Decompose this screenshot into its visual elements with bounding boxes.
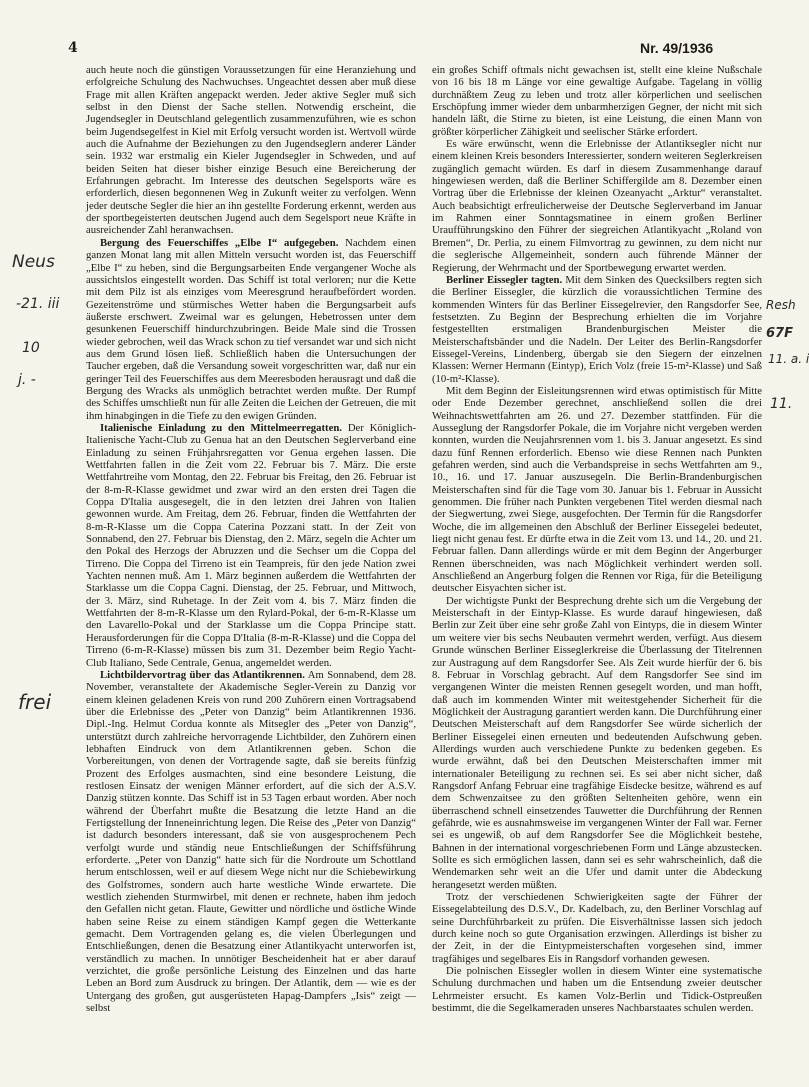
article-paragraph: Der wichtigste Punkt der Besprechung drehte sich um die Vergebung der Meisterschaft in der Eintyp-Klasse. Es wurde darauf hingewiesen, daß Berlin zur Zeit über eine sehr große Zahl von Eintyps, die in diesem Winter um weitere vier bis sechs Neubauten vermehrt werden, verfügt. Aus diesem Grunde wünschen Berliner Eisseglerkreise die Überlassung der Titelrennen zur Austragung auf dem Rangsdorfer See. Als Zeit wurde hierfür der 6. bis 8. Februar in Vorschlag gebracht. Auf dem Rangsdorfer See sind im vergangenen Winter die meisten Rennen gesegelt worden, und man hofft, daß auch im kommenden Winter mit weitestgehender Sicherheit für die Möglichkeit der Austragung garantiert werden kann. Die Durchführung einer Deutschen Meisterschaft auf dem Rangsdorfer See würde sicherlich der Berliner Eissegelei einen erneuten und bedeutenden Aufschwung geben. Allerdings wurden auch verschiedene Punkte zu bedenken gegeben. Es wurde erwähnt, daß bei den Deutschen Meisterschaften immer mit internationaler Beteiligung zu rechnen sei. Es sei aber nicht sicher, daß Rangsdorf Anfang Februar eine tragfähige Eisdecke besitze, während es auf dem Schwenzaitsee zu den größten Seltenheiten gehöre, wenn ein überraschend schnell einsetzendes Tauwetter die Durchführung der Rennen gefährde, wie es ausnahmsweise im vergangenen Winter der Fall war. Ferner sei es ungewiß, ob auf dem Rangsdorfer See die Möglichkeit bestehe, Bahnen in der international vorgeschriebenen Form und Länge abzustecken. Sollte es sich ermöglichen lassen, dann sei es sehr wahrscheinlich, daß die Wendemarken sehr weit an die Ufer und damit unter die Abdeckung herangesetzt werden müßten. bbox=[432, 594, 762, 891]
section-heading: Lichtbildervortrag über das Atlantikrennen. bbox=[100, 668, 305, 681]
article-paragraph: Mit dem Beginn der Eisleitungsrennen wird etwas optimistisch für Mitte oder Ende Dezember gerechnet, anschließend sollen die drei Weihnachtswettfahrten am 26. und 27. Dezember stattfinden. Für die Ausseglung der Rangsdorfer Pokale, die im Vorjahre nicht vergeben werden konnten, wurden die Neujahrsrennen vom 1. bis 3. Januar angesetzt. Es sind dazu fünf Rennen erforderlich. Ebenso wie diese Rennen nach Punkten gefahren werden, sind auch die Verbandspreise in sechs Wettfahrten am 9., 10., 16. und 17. Januar auszusegeln. Die Berlin-Brandenburgischen Meisterschaften sind für die Tage vom 30. Januar bis 1. Februar in Aussicht genommen. Die früher nach Punkten vergebenen Titel werden diesmal nach der Siegwertung, zwei Siege, ausgefochten. Der Termin für die Rangsdorfer Woche, die im allgemeinen den Abschluß der Berliner Eissegelei bedeutet, liegt nicht genau fest. Er dürfte etwa in die Zeit vom 13. und 14., 20. und 21. Februar fallen. Dann allerdings würde er mit dem Beginn der Angerburger Rennen überschneiden, was nach Möglichkeit verhindert werden soll. Anschließend an Angerburg folgen die Rennen vor Riga, für die Beteiligung deutscher Eisyachten sicher ist. bbox=[432, 384, 762, 595]
article-paragraph: Trotz der verschiedenen Schwierigkeiten sagte der Führer der Eissegelabteilung des D.S.V., Dr. Kadelbach, zu, den Berliner Vorschlag auf seine Durchführbarkeit zu prüfen. Die Eisverhältnisse lassen sich jedoch durch keine noch so gute Organisation erzwingen. Allerdings ist bisher zu der Zeit, in der die Eintypmeisterschaften vorgesehen sind, immer tragfähiges und segelbares Eis in Rangsdorf vorhanden gewesen. bbox=[432, 891, 762, 965]
issue-number: Nr. 49/1936 bbox=[640, 40, 714, 56]
article-section-eissegler bbox=[432, 274, 762, 385]
article-paragraph: Die polnischen Eissegler wollen in diesem Winter eine systematische Schulung durchmachen und haben um die Entsendung zweier deutscher Lehrmeister ersucht. Es kamen Volz-Berlin und Tidick-Ostpreußen bestimmt, die die Segelkameraden unseres Nachbarstaates schulen werden. bbox=[432, 965, 762, 1015]
handwritten-note: Resh bbox=[766, 298, 796, 312]
handwritten-note: 10 bbox=[22, 340, 40, 356]
article-paragraph: Es wäre erwünscht, wenn die Erlebnisse der Atlantiksegler nicht nur einem kleinen Kreis besonders Interessierter, sondern weiteren Seglerkreisen zugänglich gemacht würden. Es darf in diesem Zusammenhange darauf hingewiesen werden, daß die Berliner Schiffergilde am 8. Dezember einen Vortrag über die Erlebnisse der kleinen Ozeanyacht „Arktur“ veranstaltet. Auch beabsichtigt erfreulicherweise der Deutsche Seglerverband im Januar im Rahmen einer Sonntagsmatinee in einem großen Berliner Uraufführungskino den Führer der siegreichen Atlantikyacht „Roland von Bremen“, Dr. Perlia, zu einem Filmvortrag zu gewinnen, zu dem nicht nur die seglerische Allgemeinheit, sondern auch führende Männer der Regierung, der Wehrmacht und der Sportbewegung erwartet werden. bbox=[432, 138, 762, 274]
page-number: 4 bbox=[68, 40, 78, 56]
section-body: Der Königlich-Italienische Yacht-Club zu Genua hat an den Deutschen Seglerverband eine Einladung zu seinen Frühjahrsregatten vor Genua ergehen lassen. Die Wettfahrten fallen in die Zeit vom 22. Februar bis 7. März. Die erste Wettfahrtreihe vom Montag, den 22. Februar bis Freitag, den 26. Februar ist der 8-m-R-Klasse gewidmet und zwar wird an den ersten drei Tagen die Coppa D'Italia ausgesegelt, die in den letzten drei Jahren von Italien gewonnen wurde. Am Freitag, dem 26. Februar, finden die Wettfahrten der 8-m-R-Klasse um die Coppa Caterina Pozzani statt. In der Zeit von Sonnabend, den 27. Februar bis Dienstag, den 2. März, segeln die Achter um den Pokal des Herzogs der Abruzzen und die Sechser um die Coppa del Tirreno. Die Coppa del Tirreno ist ein Teampreis, für den jede Nation zwei Yachten nennen muß. Am 1. März beginnen außerdem die Wettfahrten der Starklasse um die Coppa Cagni. Dienstag, der 25. Februar, und Mittwoch, der 3. März, sind Ruhetage. In der Zeit vom 4. bis 7. März finden die Wettfahrten der 8-m-R-Klasse um den Rylard-Pokal, der 6-m-R-Klasse um den Lavarello-Pokal und der Starklasse um die Coppa Principe statt. Herausforderungen für die Coppa D'Italia (8-m-R-Klasse) und die Coppa del Tirreno (6-m-R-Klasse) müssen bis zum 31. Dezember beim Regio Yacht-Club Italiano, Sede Centrale, Genua, angemeldet werden. bbox=[86, 421, 417, 669]
handwritten-note: 11. a. i bbox=[768, 352, 809, 366]
left-column bbox=[86, 64, 416, 1014]
handwritten-note: Neus bbox=[12, 252, 55, 272]
article-intro-paragraph: auch heute noch die günstigen Voraussetzungen für eine Heranziehung und erfolgreiche Schulung des Nachwuchses. Ungeachtet dessen aber muß diese Frage mit allen Kräften angepackt werden. Jeder aktive Segler muß sich selbst in den Dienst der Sache stellen. Notwendig erscheint, die Jugendsegler in Deutschland gelegentlich zusammenzuführen, wie es schon beim Jugendsegelfest in Kiel mit Erfolg versucht worden ist. Wertvoll würde auch die Aufnahme der Beziehungen zu den Jugendseglern anderer Länder sein. 1932 war erstmalig ein Kieler Jugendsegler in Schweden, und auf beiden Seiten hat dieser bisher einzige Besuch eine Bereicherung der Erfahrungen gebracht. Im Interesse des deutschen Segelsports wäre es erforderlich, diesen begonnenen Weg in Zukunft weiter zu verfolgen. Wenn jeder deutsche Segler die hier an ihn gestellte Forderung erkennt, werden aus der sportbegeisterten deutschen Jugend auch dem Segelsport neue Kräfte in ausreichender Zahl heranwachsen. bbox=[86, 64, 416, 237]
section-body: Am Sonnabend, dem 28. November, veranstaltete der Akademische Segler-Verein zu Danzig vor einem kleinen geladenen Kreis von rund 200 Zuhörern einen Vortragsabend über die Erlebnisse des „Peter von Danzig“ beim Atlantikrennen 1936. Dipl.-Ing. Helmut Cordua konnte als Mitsegler des „Peter von Danzig“, unterstützt durch zahlreiche hervorragende Lichtbilder, den Zuhörern einen lebhaften Eindruck von dem Atlantikrennen geben. Schon die Vorbereitungen, von denen der Vortragende sagte, daß sie bereits fünfzig Prozent des Erfolges ausmachten, sind eine besondere Leistung, die restlosen Einsatz der wenigen Männer erfordert, auf die sich der A.S.V. Danzig stützen konnte. Das Schiff ist in 53 Tagen erbaut worden. Aber noch während der Überfahrt mußte die Besatzung die letzte Hand an die Fertigstellung der Inneneinrichtung legen. Die Reise des „Peter von Danzig“ ist dadurch besonders interessant, daß sie von ausgesprochenem Pech verfolgt wurde und ständig neue Entschließungen der Schiffsführung erforderte. „Peter von Danzig“ hatte sich für die Nordroute um Schottland herum entschlossen, weil er auf diesem Wege nicht nur die Schiebewirkung des Golfstromes, sondern auch harte westliche Winde erwartete. Die westlich ziehenden Sturmwirbel, mit denen er rechnete, haben ihm jedoch den Gefallen nicht getan. Flaute, Gewitter und nördliche und östliche Winde haben seine Reise zu einem ständigen Kampf gegen die Wetterkante gemacht. Dem Vortragenden gelang es, die vielen Überlegungen und Entschließungen, denen die Besatzung einer Atlantikyacht unterworfen ist, verständlich zu machen. In unnötiger Bescheidenheit hat er aber darauf verzichtet, die große persönliche Leistung des Einzelnen und das harte Leben an Bord zum Ausdruck zu bringen. Der Atlantik, dem — wie es der Untergang des großen, gut ausgerüsteten Hapag-Dampfers „Isis“ zeigt — selbst bbox=[86, 668, 416, 1015]
right-column bbox=[432, 64, 762, 1014]
handwritten-note: j. - bbox=[18, 372, 36, 388]
handwritten-note: 11. bbox=[770, 396, 793, 412]
article-continuation-paragraph: ein großes Schiff oftmals nicht gewachsen ist, stellt eine kleine Nußschale von 16 bis 18 m Länge vor eine gewaltige Aufgabe. Tagelang in völlig durchnäßtem Zeug zu leben und trotz aller körperlichen und seelischen Erschöpfung immer wieder dem unbarmherzigen Gegner, der nicht mit sich handeln läßt, die Stirne zu bieten, ist eine Leistung, die einen Mann von größter körperlicher Zähigkeit und seelischer Stärke erfordert. bbox=[432, 64, 762, 138]
section-body: Mit dem Sinken des Quecksilbers regten sich die Berliner Eissegler, die kürzlich die voraussichtlichen Termine des kommenden Winters für das Berliner Eissegelrevier, den Rangsdorfer See, festsetzten. Zu Beginn der Besprechung erhielten die im Vorjahre festgestellten erstmaligen Brandenburgischen Meister die Meisterschaftsbänder und die Nadeln. Der Leiter des Berlin-Rangsdorfer Eissegel-Vereins, Lindenberg, übergab sie den Siegern der einzelnen Klassen: Werner Hermann (Eintyp), Erich Volz (freie 15-m²-Klasse) und Saß (10-m²-Klasse). bbox=[432, 273, 762, 385]
section-body: Nachdem einen ganzen Monat lang mit allen Mitteln versucht worden ist, das Feuerschiff „Elbe I“ zu heben, sind die Bergungsarbeiten Ende vergangener Woche als aussichtslos eingestellt worden. Das Schiff ist total verloren; nur die Kette mit dem Pilz ist als einziges vom Meeresgrund heraufbefördert worden. Gezeitenströme und stürmisches Wetter haben die Bergungsarbeit aufs äußerste erschwert. Zweimal war es gelungen, Hebetrossen unter dem gesunkenen Feuerschiff hindurchzubringen. Beide Male sind die Trossen wieder gebrochen, weil das Wrack schon zu tief versandet war und sich nicht aus dem Grund lösen ließ. Schließlich haben die Untersuchungen der Taucher ergeben, daß die Versandung soweit vorgeschritten war, daß nur ein geringer Teil des Feuerschiffes aus dem Meeresboden herausragt und daß die Bergung des Wracks als unmöglich betrachtet werden mußte. Der Rumpf des Schiffes umschließt nun für alle Zeiten die Leichen der Getreuen, die mit ihm hinabgingen in die Tiefe zu den ewigen Gründen. bbox=[86, 236, 416, 422]
handwritten-note: frei bbox=[18, 690, 52, 714]
section-heading: Bergung des Feuerschiffes „Elbe I“ aufgegeben. bbox=[100, 236, 339, 249]
article-section-mittelmeer bbox=[86, 422, 416, 669]
handwritten-note: 67F bbox=[766, 326, 793, 341]
section-heading: Berliner Eissegler tagten. bbox=[446, 273, 563, 286]
section-heading: Italienische Einladung zu den Mittelmeerregatten. bbox=[100, 421, 342, 434]
article-section-atlantik-vortrag bbox=[86, 669, 416, 1015]
article-section-feuerschiff bbox=[86, 237, 416, 422]
handwritten-note: -21. iii bbox=[16, 296, 60, 312]
